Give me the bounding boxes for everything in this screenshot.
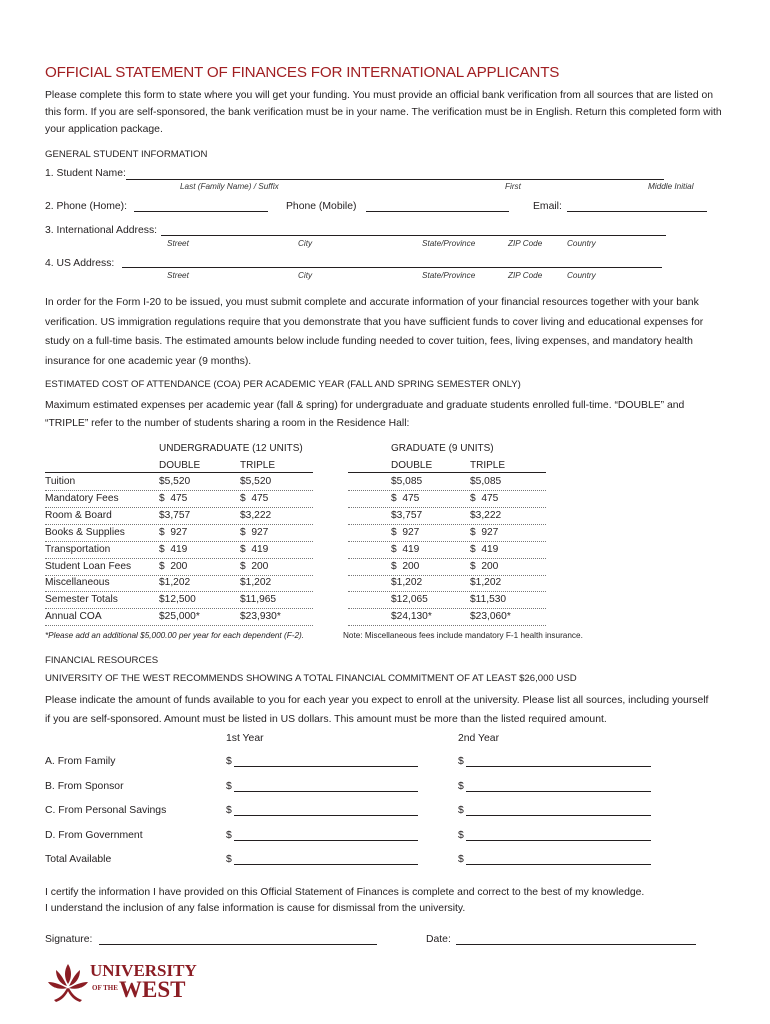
intl-address-field[interactable]	[161, 235, 666, 236]
coa-g-double: $5,085	[391, 476, 423, 487]
phone-mobile-label: Phone (Mobile)	[286, 201, 357, 212]
coa-row-rule	[45, 608, 313, 609]
coa-g-triple: $ 200	[470, 560, 499, 572]
coa-g-double: $ 927	[391, 526, 420, 538]
currency-symbol: $	[226, 780, 232, 792]
coa-ug-triple: $23,930*	[240, 611, 281, 623]
year1-amount-field[interactable]	[234, 815, 418, 816]
year2-heading: 2nd Year	[458, 733, 500, 744]
coa-row-rule	[348, 490, 546, 491]
coa-row-rule	[45, 490, 313, 491]
us-sub-city: City	[298, 271, 313, 280]
coa-ug-triple: $ 419	[240, 543, 269, 555]
currency-symbol: $	[226, 829, 232, 841]
intro-text: Please complete this form to state where you will get your funding. You must provide an official bank verification from all sources that are listed on this form. If you are self-sponsored, the bank verification must be in your name. The verification must be in English. Return this completed form with your application package.	[45, 90, 722, 135]
coa-g-triple: $5,085	[470, 476, 502, 487]
coa-g-double: $ 475	[391, 492, 420, 504]
coa-row-label: Transportation	[45, 543, 111, 555]
name-sub-first: First	[505, 182, 521, 191]
g-col-triple: TRIPLE	[470, 460, 506, 471]
phone-mobile-field[interactable]	[366, 211, 509, 212]
coa-g-triple: $11,530	[470, 594, 507, 606]
name-sub-last: Last (Family Name) / Suffix	[180, 182, 279, 191]
funds-instructions: Please indicate the amount of funds available to you for each year you expect to enroll at the university. Please list all sources, including yourself if you are self-sponsored. Amount must be listed in US dollars. This amount must be more than the listed required amount.	[45, 695, 709, 725]
ug-col-double: DOUBLE	[159, 460, 201, 471]
coa-row-label: Room & Board	[45, 509, 112, 521]
coa-row-rule	[348, 541, 546, 542]
coa-g-triple: $ 927	[470, 526, 499, 538]
coa-row-rule	[45, 625, 313, 626]
coa-g-triple: $23,060*	[470, 611, 511, 623]
coa-row-label: Annual COA	[45, 611, 102, 623]
coa-ug-double: $ 927	[159, 526, 188, 538]
date-label: Date:	[426, 934, 451, 945]
email-field[interactable]	[567, 211, 707, 212]
us-sub-country: Country	[567, 271, 596, 280]
coa-g-double: $ 200	[391, 560, 420, 572]
currency-symbol: $	[226, 756, 232, 767]
coa-ug-double: $1,202	[159, 577, 191, 589]
fund-source-label: A. From Family	[45, 756, 116, 767]
coa-ug-triple: $1,202	[240, 577, 272, 589]
fund-source-label: D. From Government	[45, 829, 143, 841]
certify-line-1: I certify the information I have provided on this Official Statement of Finances is complete and correct to the best of my knowledge.	[45, 887, 645, 898]
signature-label: Signature:	[45, 934, 93, 945]
coa-row-rule	[348, 524, 546, 525]
certify-line-2: I understand the inclusion of any false information is cause for dismissal from the university.	[45, 903, 466, 914]
coa-ug-triple: $5,520	[240, 476, 272, 487]
currency-symbol: $	[458, 805, 464, 816]
coa-row-label: Student Loan Fees	[45, 560, 132, 572]
ug-col-triple: TRIPLE	[240, 460, 276, 471]
year2-amount-field[interactable]	[466, 791, 651, 792]
year2-amount-field[interactable]	[466, 766, 651, 767]
coa-g-double: $ 419	[391, 543, 420, 555]
coa-description: Maximum estimated expenses per academic year (fall & spring) for undergraduate and graduate students enrolled full-time. “DOUBLE” and “TRIPLE” refer to the number of students sharing a room in the Residence Hall:	[45, 400, 685, 429]
year1-amount-field[interactable]	[234, 840, 418, 841]
coa-ug-double: $25,000*	[159, 611, 200, 623]
coa-g-triple: $1,202	[470, 577, 502, 589]
year1-amount-field[interactable]	[234, 791, 418, 792]
coa-g-double: $3,757	[391, 509, 423, 521]
us-sub-street: Street	[167, 271, 189, 280]
logo-west: WEST	[119, 977, 186, 1002]
fund-source-label: C. From Personal Savings	[45, 805, 167, 816]
email-label: Email:	[533, 201, 562, 212]
coa-row-rule	[348, 575, 546, 576]
coa-ug-triple: $ 475	[240, 492, 269, 504]
intl-sub-city: City	[298, 239, 313, 248]
name-sub-middle: Middle Initial	[648, 182, 694, 191]
i20-text: In order for the Form I-20 to be issued, you must submit complete and accurate information of your financial resources together with your bank verification. US immigration regulations require that you demonstrate that you have sufficient funds to cover living and educational expenses for study on a full-time basis. The estimated amounts below include funding needed to cover tuition, fees, living expenses, and mandatory health insurance for one academic year (9 months).	[45, 297, 704, 367]
coa-ug-triple: $ 927	[240, 526, 269, 538]
year1-amount-field[interactable]	[234, 766, 418, 767]
undergrad-title: UNDERGRADUATE (12 UNITS)	[159, 443, 303, 454]
grad-title: GRADUATE (9 UNITS)	[391, 443, 494, 454]
misc-note: Note: Miscellaneous fees include mandatory F-1 health insurance.	[343, 631, 583, 640]
coa-row-rule	[45, 575, 313, 576]
coa-row-label: Books & Supplies	[45, 526, 125, 538]
logo-university: UNIVERSITY	[90, 961, 197, 980]
coa-g-double: $1,202	[391, 577, 423, 589]
coa-ug-double: $ 475	[159, 492, 188, 504]
fund-source-label: Total Available	[45, 854, 112, 865]
coa-ug-triple: $3,222	[240, 509, 272, 521]
university-logo	[46, 958, 206, 1004]
financial-heading: FINANCIAL RESOURCES	[45, 655, 159, 666]
coa-g-triple: $3,222	[470, 509, 502, 521]
coa-g-triple: $ 475	[470, 492, 499, 504]
intl-address-label: 3. International Address:	[45, 225, 158, 236]
year2-amount-field[interactable]	[466, 840, 651, 841]
logo-of-the: OF THE	[92, 984, 118, 992]
coa-row-rule	[348, 507, 546, 508]
currency-symbol: $	[226, 854, 232, 865]
coa-g-triple: $ 419	[470, 543, 499, 555]
g-col-double: DOUBLE	[391, 460, 433, 471]
currency-symbol: $	[458, 780, 464, 792]
intl-sub-zip: ZIP Code	[508, 239, 543, 248]
us-sub-zip: ZIP Code	[508, 271, 543, 280]
coa-ug-double: $5,520	[159, 476, 191, 487]
intl-sub-country: Country	[567, 239, 596, 248]
fund-source-label: B. From Sponsor	[45, 780, 124, 792]
coa-row-rule	[45, 591, 313, 592]
year1-heading: 1st Year	[226, 733, 264, 744]
date-field[interactable]	[456, 944, 696, 945]
currency-symbol: $	[458, 756, 464, 767]
ug-header-rule	[45, 472, 313, 473]
phone-home-field[interactable]	[134, 211, 268, 212]
coa-row-rule	[45, 524, 313, 525]
form-title: OFFICIAL STATEMENT OF FINANCES FOR INTERNATIONAL APPLICANTS	[45, 64, 560, 81]
coa-row-rule	[348, 608, 546, 609]
recommend-text: UNIVERSITY OF THE WEST RECOMMENDS SHOWING A TOTAL FINANCIAL COMMITMENT OF AT LEAST $26,000 USD	[45, 673, 577, 684]
us-sub-state: State/Province	[422, 271, 476, 280]
coa-row-rule	[45, 541, 313, 542]
coa-row-label: Miscellaneous	[45, 577, 110, 589]
student-name-field[interactable]	[126, 179, 664, 180]
phone-home-label: 2. Phone (Home):	[45, 201, 128, 212]
currency-symbol: $	[226, 805, 232, 816]
coa-row-label: Tuition	[45, 476, 76, 487]
coa-row-label: Semester Totals	[45, 594, 118, 606]
coa-row-rule	[348, 558, 546, 559]
coa-g-double: $12,065	[391, 594, 428, 606]
intl-sub-state: State/Province	[422, 239, 476, 248]
year2-amount-field[interactable]	[466, 815, 651, 816]
year1-amount-field[interactable]	[234, 864, 418, 865]
coa-row-rule	[45, 558, 313, 559]
signature-field[interactable]	[99, 944, 377, 945]
coa-ug-triple: $11,965	[240, 594, 277, 606]
coa-g-double: $24,130*	[391, 611, 432, 623]
coa-ug-double: $ 419	[159, 543, 188, 555]
coa-heading: ESTIMATED COST OF ATTENDANCE (COA) PER ACADEMIC YEAR (FALL AND SPRING SEMESTER ONLY)	[45, 379, 521, 390]
student-name-label: 1. Student Name:	[45, 168, 126, 179]
coa-row-rule	[45, 507, 313, 508]
general-heading: GENERAL STUDENT INFORMATION	[45, 149, 208, 160]
coa-ug-double: $12,500	[159, 594, 196, 606]
currency-symbol: $	[458, 854, 464, 865]
dependent-note: *Please add an additional $5,000.00 per year for each dependent (F-2).	[45, 631, 304, 640]
coa-ug-triple: $ 200	[240, 560, 269, 572]
currency-symbol: $	[458, 829, 464, 841]
coa-row-label: Mandatory Fees	[45, 492, 119, 504]
coa-ug-double: $ 200	[159, 560, 188, 572]
us-address-label: 4. US Address:	[45, 258, 115, 269]
coa-ug-double: $3,757	[159, 509, 191, 521]
intl-sub-street: Street	[167, 239, 189, 248]
coa-row-rule	[348, 625, 546, 626]
year2-amount-field[interactable]	[466, 864, 651, 865]
coa-row-rule	[348, 591, 546, 592]
us-address-field[interactable]	[122, 267, 662, 268]
g-header-rule	[348, 472, 546, 473]
